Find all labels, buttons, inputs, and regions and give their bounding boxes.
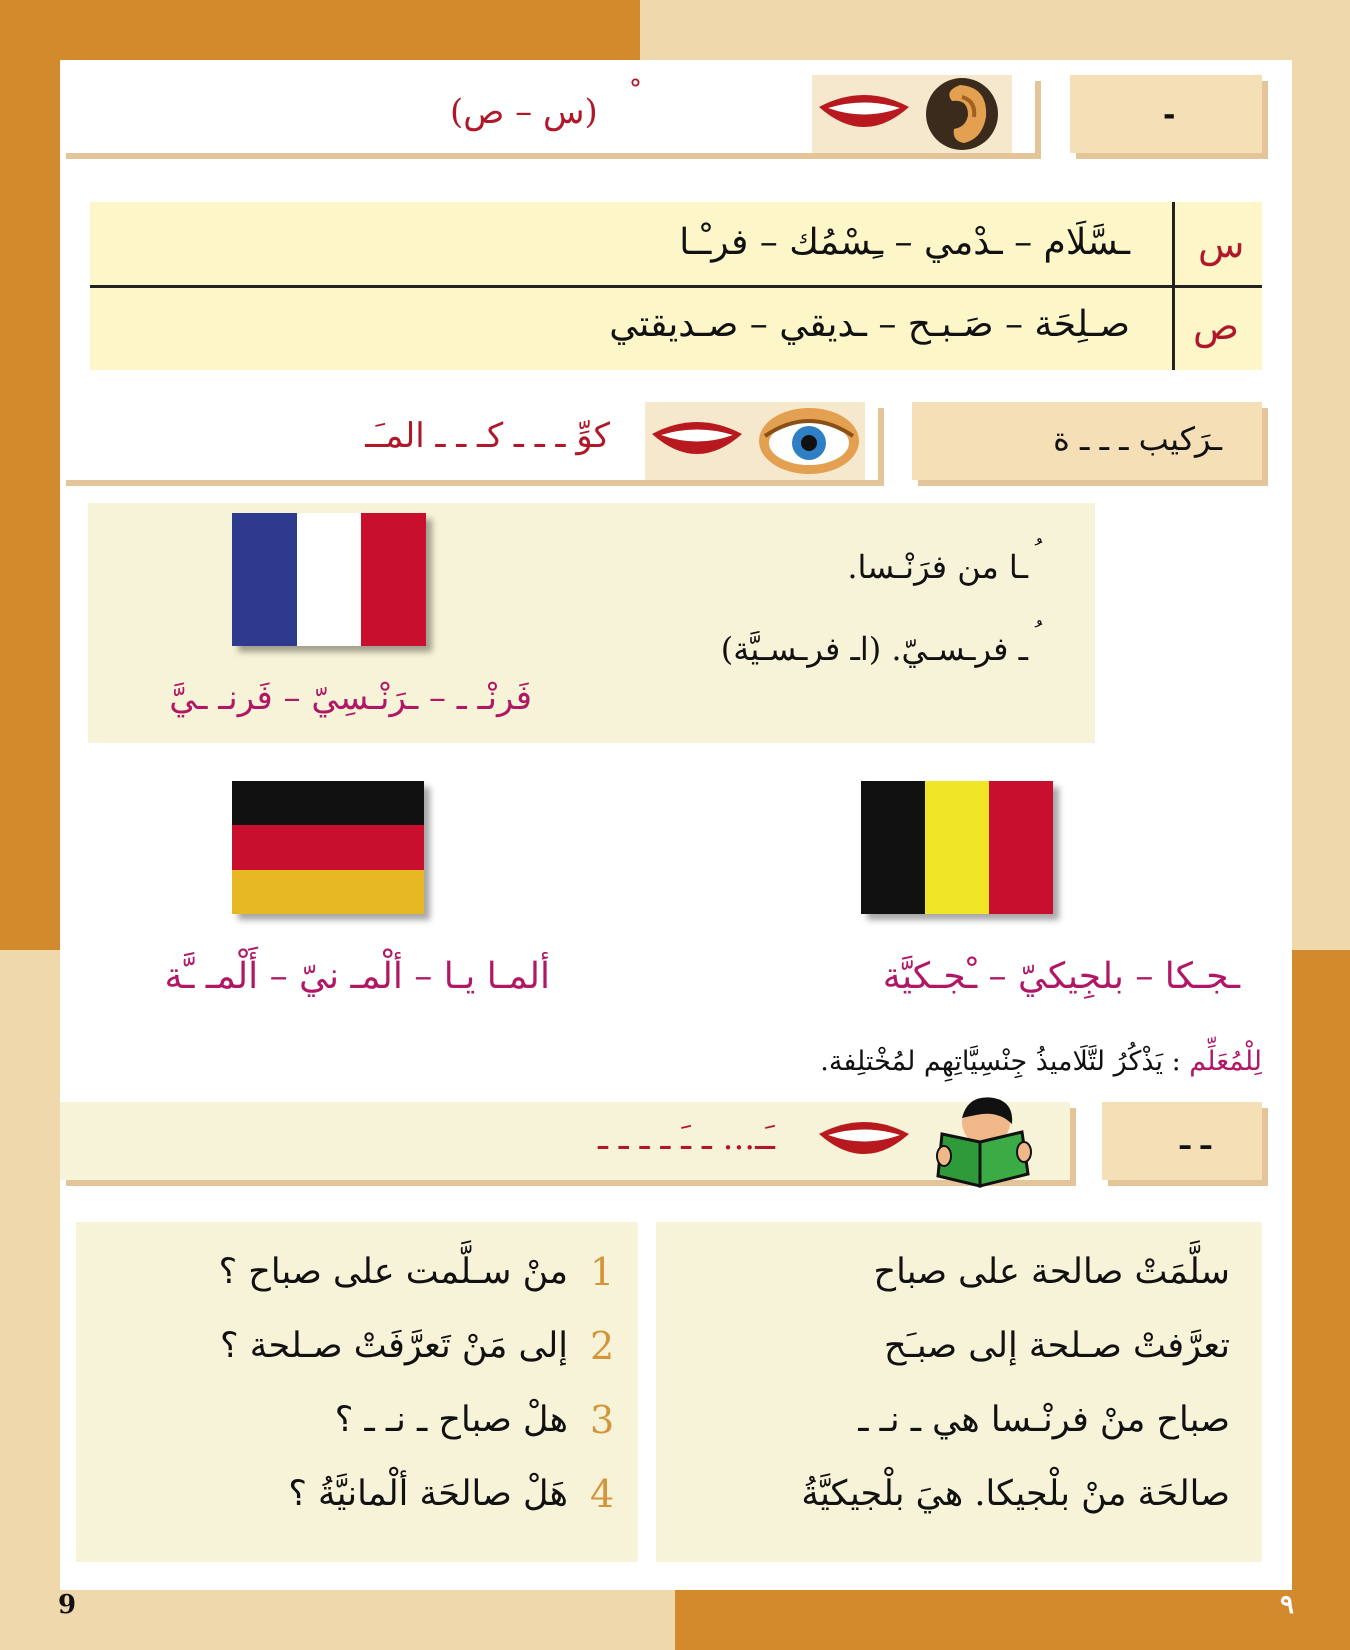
- header2-title: كوِّ ـ ـ ـ كـ ـ ـ المـَـ: [365, 416, 610, 456]
- page-number-right: ٩: [1280, 1590, 1294, 1620]
- question-text: منْ سـلَّمت على صباح ؟: [218, 1252, 568, 1292]
- flag-france: [232, 513, 426, 646]
- flag-belgium: [861, 781, 1053, 914]
- mouth-icon: [814, 85, 914, 145]
- france-words: فَرنْـ ـ – ـرَنْـسِيّ – فَرنـ ـيَّ: [169, 678, 532, 718]
- bg-top-right-tan: [640, 0, 1350, 60]
- question-number: 2: [590, 1324, 615, 1368]
- reading-line-2: تعرَّفتْ صـلحة إلى صبـَح: [883, 1326, 1230, 1366]
- bg-bottom-tan: [0, 1590, 675, 1650]
- mouth-icon: [647, 412, 747, 472]
- france-line2: ـ فرـسـيّ. (اـ فرـسـيَّة): [720, 630, 1028, 668]
- reading-line-4: صالحَة منْ بلْجيكا. هيَ بلْجيكيَّةُ: [801, 1474, 1230, 1514]
- header3-title: ـَـ... ـ ـَ ـ ـ ـ ـ: [598, 1118, 775, 1158]
- france-line1: ـا من فرَنْـسا.: [847, 548, 1028, 586]
- question-text: هَلْ صالحَة ألْمانيَّةُ ؟: [288, 1474, 568, 1514]
- belgium-words: ـجـكا – بلجِيكيّ – ـْجـكيَّة: [882, 956, 1240, 997]
- header3-icons: [812, 1102, 1042, 1184]
- bg-right-orange: [1292, 950, 1350, 1650]
- question-text: إلى مَنْ تَعرَّفَتْ صـلحة ؟: [220, 1326, 568, 1366]
- header1-title: (س – ص): [450, 92, 598, 132]
- question-number: 3: [590, 1398, 615, 1442]
- letters-table-divider-h: [90, 285, 1262, 288]
- letter-sad-words: صـلِحَة – صَـبـح – ـديقي – صـديقتي: [609, 304, 1130, 345]
- question-number: 1: [590, 1250, 615, 1294]
- mouth-icon: [814, 1112, 914, 1172]
- letter-sad: ص: [1193, 304, 1239, 348]
- reading-child-icon: [924, 1094, 1036, 1190]
- header2-icons: [645, 402, 865, 480]
- letters-table-divider-v: [1172, 202, 1175, 370]
- bg-left-tan: [0, 950, 60, 1650]
- reading-line-3: صباح منْ فرنْـسا هي ـ نـ ـ: [858, 1400, 1230, 1440]
- letter-sin-words: ـسَّلَام – ـدْمي – ـِسْمُك – فرـْـا: [679, 222, 1130, 263]
- ear-icon: [922, 77, 1002, 151]
- question-number: 4: [590, 1472, 615, 1516]
- bg-right-tan: [1292, 60, 1350, 950]
- eye-icon: [757, 406, 861, 476]
- header2-label: ـرَكيب ـ ـ ـ ة: [1053, 420, 1222, 458]
- teacher-note-text: : يَذْكُرُ لتَّلَاميذُ جِنْسِيَّاتِهِم لمُخْتلِفة.: [820, 1046, 1190, 1077]
- bg-top-left-orange: [0, 0, 640, 60]
- header1-icons: [812, 75, 1012, 153]
- reading-line-1: سلَّمَتْ صالحة على صباح: [873, 1252, 1230, 1292]
- page-number-left: 9: [58, 1590, 77, 1620]
- bg-bottom-orange: [675, 1590, 1350, 1650]
- flag-germany: [232, 781, 424, 914]
- teacher-note: [820, 1046, 1262, 1077]
- bg-left-orange: [0, 60, 60, 950]
- germany-words: ألمـا يـا – ألْمـ نيّ – أَلْمـ ـَّة: [164, 956, 550, 997]
- question-text: هلْ صباح ـ نـ ـ ؟: [334, 1400, 568, 1440]
- teacher-note-label: لِلْمُعَلِّم: [1189, 1046, 1262, 1077]
- letter-sin: س: [1198, 222, 1245, 266]
- header3-label: ـ ـ: [1180, 1122, 1211, 1157]
- header1-label: -: [1163, 98, 1176, 133]
